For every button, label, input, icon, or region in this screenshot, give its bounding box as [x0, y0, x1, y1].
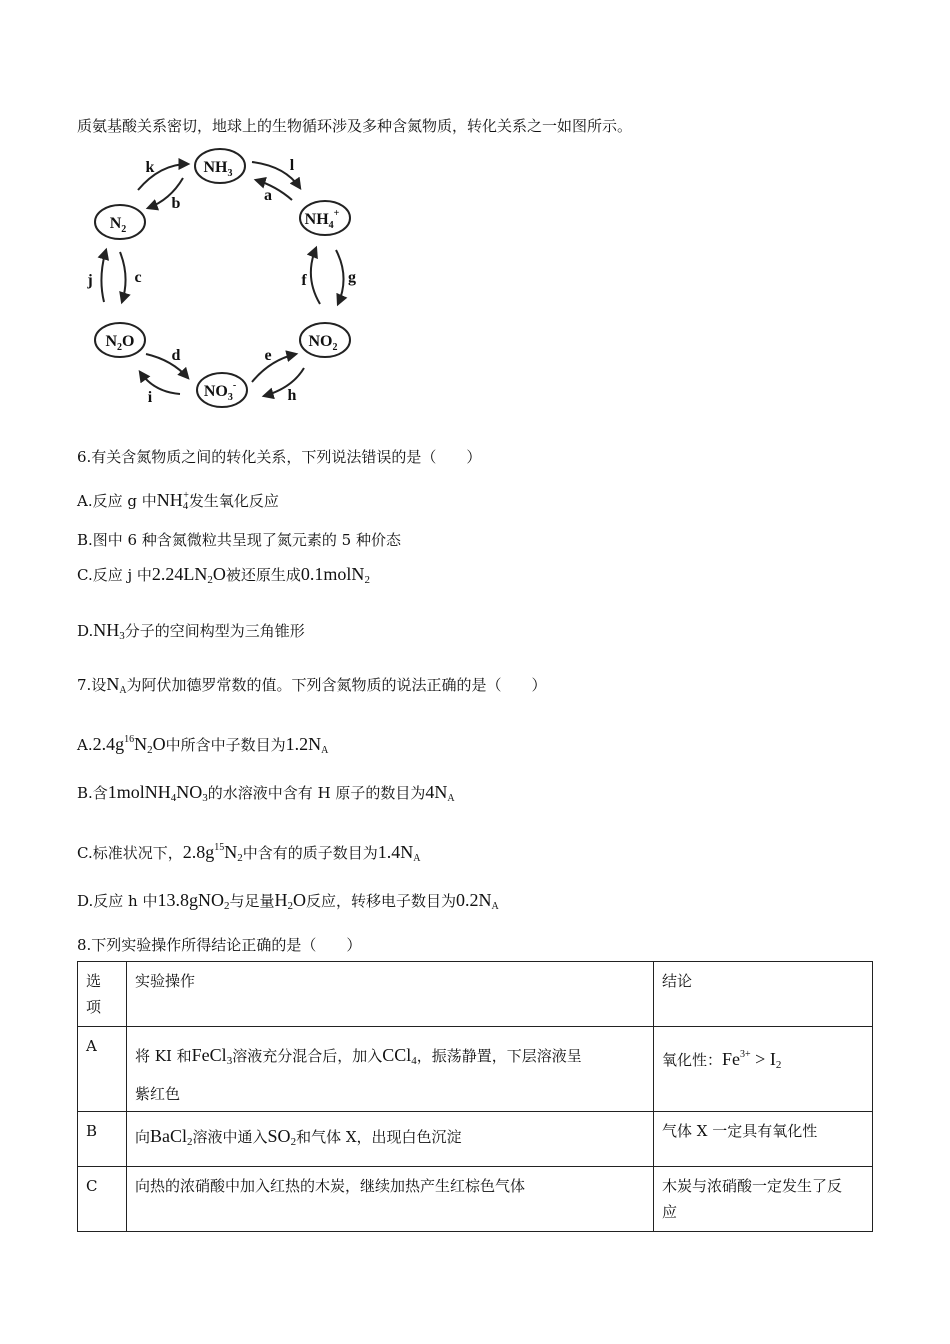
row-a-option: A	[78, 1027, 127, 1112]
header-conclusion: 结论	[654, 962, 873, 1027]
header-option: 选 项	[78, 962, 127, 1027]
svg-text:N2: $N_2$	[109, 215, 127, 235]
arrow-d	[146, 354, 188, 378]
label-e: e	[264, 347, 272, 364]
nitrogen-cycle-diagram	[80, 142, 370, 412]
row-a-operation: 将 KI 和FeCl$_3$溶液充分混合后，加入CCl$_4$，振荡静置，下层溶液呈 紫红色	[127, 1027, 654, 1112]
label-g: g	[348, 269, 356, 286]
label-f: f	[301, 272, 307, 289]
q7-option-d[interactable]: D.反应 h 中13.8gNO$_2$与足量$H_2O$反应，转移电子数目为0.2NA	[77, 890, 499, 912]
label-j: j	[87, 272, 93, 289]
label-k: k	[145, 159, 155, 176]
q6-option-b[interactable]: B.图中 6 种含氮微粒共呈现了氮元素的 5 种价态	[77, 531, 401, 549]
label-c: c	[134, 269, 142, 286]
row-b-option: B	[78, 1112, 127, 1167]
label-a: a	[264, 187, 272, 204]
q7-stem: 7.设NA为阿伏加德罗常数的值。下列含氮物质的说法正确的是（ ）	[77, 674, 547, 696]
label-d: d	[171, 347, 181, 364]
arrow-f	[311, 248, 320, 304]
q8-stem: 8.下列实验操作所得结论正确的是（ ）	[77, 936, 362, 954]
svg-text:NH4+: $NH_4^+$	[304, 208, 340, 231]
svg-text:N2O: $N_2O$	[105, 333, 135, 353]
svg-text:NH3: $NH_3$	[203, 159, 233, 179]
svg-text:NO2: $NO_2$	[308, 333, 338, 353]
arrow-j	[101, 250, 106, 302]
table-row	[78, 1167, 873, 1232]
intro-text: 质氨基酸关系密切，地球上的生物循环涉及多种含氮物质，转化关系之一如图所示。	[77, 117, 633, 135]
label-b: b	[171, 195, 181, 212]
row-a-conclusion: 氧化性：$Fe^{3+} > I_2$	[654, 1027, 873, 1112]
row-c-option: C	[78, 1167, 127, 1232]
header-operation: 实验操作	[127, 962, 654, 1027]
arrow-i	[140, 372, 180, 394]
row-b-operation: 向BaCl$_2$溶液中通入$SO_2$和气体 X，出现白色沉淀	[127, 1112, 654, 1167]
q7-option-b[interactable]: B.含$1molNH_4NO_3$的水溶液中含有 H 原子的数目为4NA	[77, 782, 455, 804]
q6-option-d[interactable]: $D.NH_3$分子的空间构型为三角锥形	[77, 620, 305, 642]
arrow-c	[120, 252, 126, 302]
q7-option-c[interactable]: C.标准状况下，$2.8g^{15}N_2$中含有的质子数目为1.4NA	[77, 842, 421, 864]
q7-option-a[interactable]: $A.2.4g^{16}N_2O$中所含中子数目为1.2NA	[77, 734, 329, 756]
table-header-row	[78, 962, 873, 1027]
arrow-g	[336, 250, 344, 304]
q6-option-a[interactable]: A.反应 g 中$NH_4^+$发生氧化反应	[77, 490, 279, 512]
label-l: l	[289, 157, 295, 174]
table-row	[78, 1112, 873, 1167]
experiment-table	[77, 961, 873, 1232]
row-b-conclusion: 气体 X 一定具有氧化性	[654, 1112, 873, 1167]
arrow-h	[264, 368, 304, 396]
q6-stem: 6.有关含氮物质之间的转化关系，下列说法错误的是（ ）	[77, 448, 482, 466]
arrow-a	[256, 180, 292, 200]
q6-option-c[interactable]: C.反应 j 中$2.24LN_2O$被还原生成0.1molN$_2$	[77, 564, 370, 586]
svg-text:NO3-: $NO_3^-$	[203, 380, 237, 403]
label-i: i	[147, 389, 153, 406]
arrow-e	[252, 354, 296, 382]
table-row	[78, 1027, 873, 1112]
row-c-operation: 向热的浓硝酸中加入红热的木炭，继续加热产生红棕色气体	[127, 1167, 654, 1232]
row-c-conclusion: 木炭与浓硝酸一定发生了反 应	[654, 1167, 873, 1232]
label-h: h	[287, 387, 297, 404]
